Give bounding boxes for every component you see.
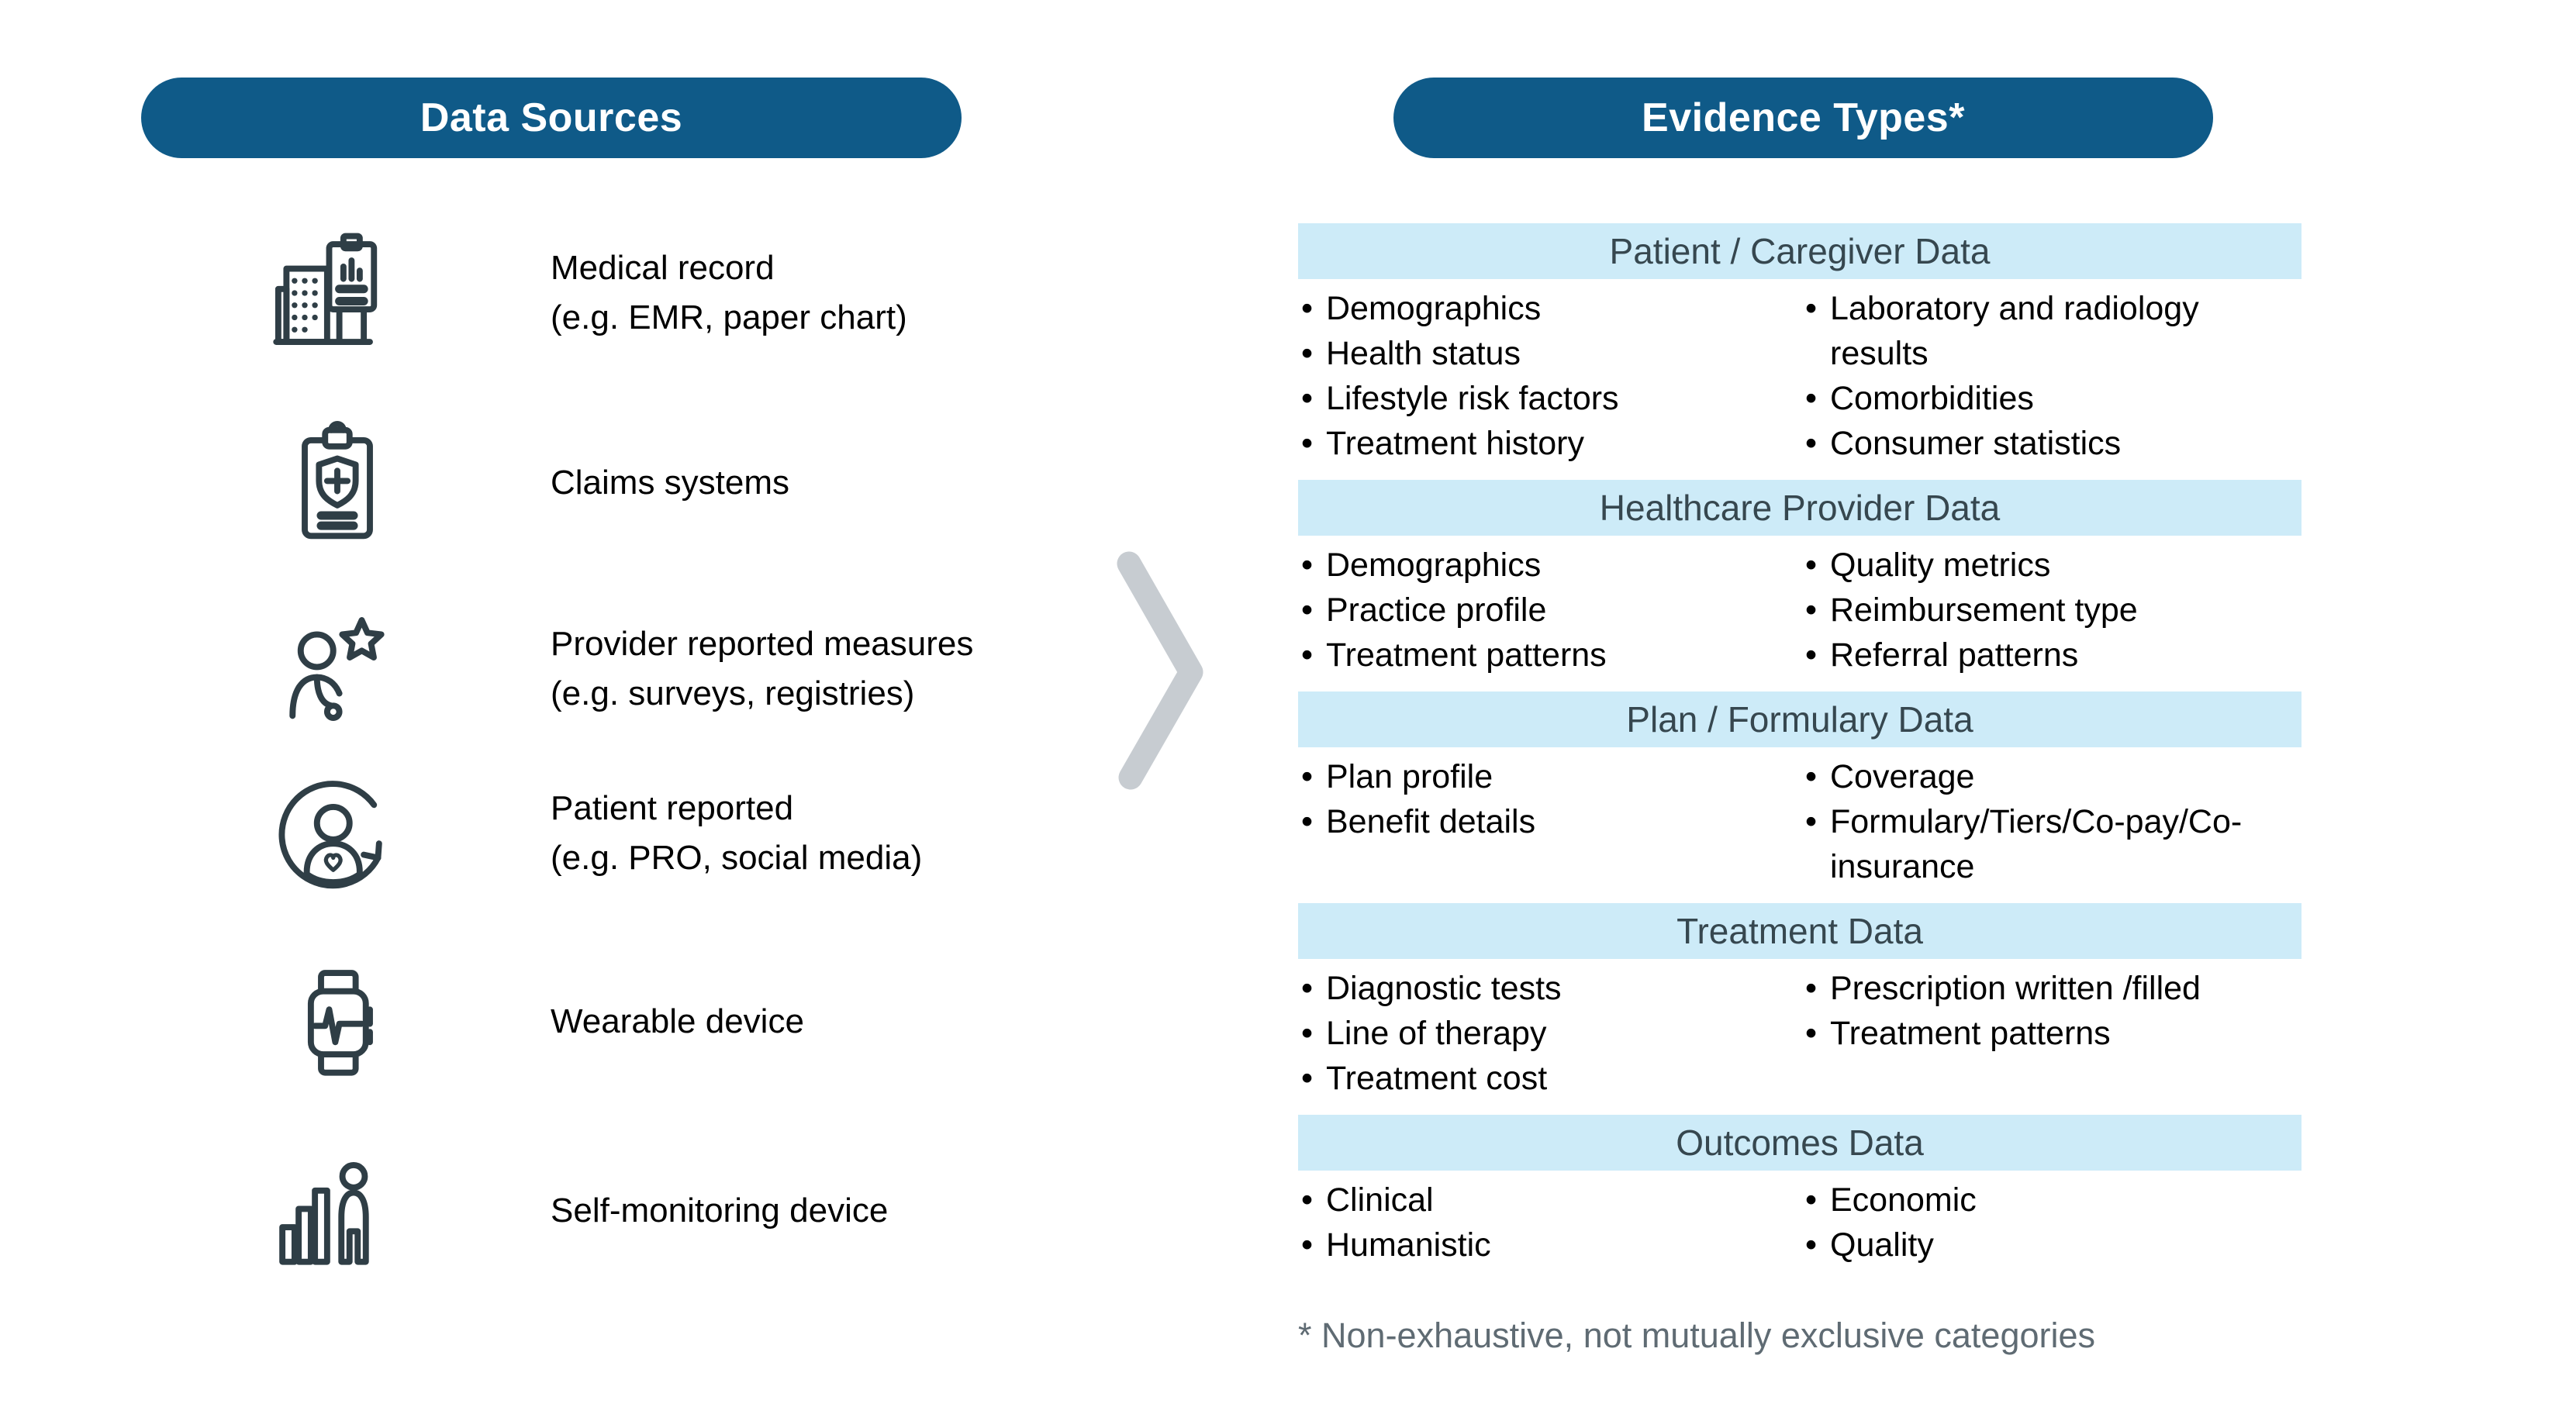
bullet-item: • Coverage	[1802, 754, 2301, 799]
chevron-right-icon	[1092, 539, 1224, 802]
section-body-plan-formulary	[1298, 754, 2301, 889]
bullet-item: • Economic	[1802, 1178, 2301, 1223]
data-sources-pill	[141, 78, 962, 158]
source-item-claims	[256, 413, 789, 553]
bullet-item: • Consumer statistics	[1802, 421, 2301, 466]
source-item-wearable	[256, 952, 804, 1092]
section-body-outcomes	[1298, 1178, 2301, 1267]
bullet-item: • Reimbursement type	[1802, 588, 2301, 633]
bullet-item: • Lifestyle risk factors	[1298, 376, 1785, 421]
section-body-treatment	[1298, 966, 2301, 1101]
source-label: Self-monitoring device	[551, 1192, 889, 1229]
bullet-item: • Plan profile	[1298, 754, 1785, 799]
bullet-item: • Quality	[1802, 1223, 2301, 1267]
bullet-item: • Clinical	[1298, 1178, 1785, 1223]
section-header-patient-caregiver: Patient / Caregiver Data	[1298, 223, 2301, 279]
bullet-item: • Treatment patterns	[1802, 1011, 2301, 1056]
source-label: Wearable device	[551, 1002, 804, 1040]
footnote: * Non-exhaustive, not mutually exclusive categories	[1298, 1316, 2096, 1355]
source-item-provider-reported	[256, 599, 973, 739]
evidence-table	[1298, 223, 2301, 1356]
section-body-patient-caregiver	[1298, 286, 2301, 466]
provider-reported-icon	[272, 604, 402, 734]
bullet-item: • Demographics	[1298, 543, 1785, 588]
bullet-item: • Diagnostic tests	[1298, 966, 1785, 1011]
source-label: Provider reported measures (e.g. surveys, registries)	[551, 625, 974, 712]
section-header-outcomes: Outcomes Data	[1298, 1115, 2301, 1171]
bullet-item: • Practice profile	[1298, 588, 1785, 633]
claims-system-icon	[272, 418, 402, 548]
bullet-item: • Formulary/Tiers/Co-pay/Co-insurance	[1802, 799, 2301, 889]
bullet-item: • Quality metrics	[1802, 543, 2301, 588]
bullet-item: • Laboratory and radiology results	[1802, 286, 2301, 376]
source-label: Patient reported (e.g. PRO, social media)	[551, 789, 923, 877]
section-body-healthcare-provider	[1298, 543, 2301, 678]
bullet-item: • Benefit details	[1298, 799, 1785, 844]
medical-record-icon	[272, 228, 402, 358]
section-header-plan-formulary: Plan / Formulary Data	[1298, 691, 2301, 747]
bullet-item: • Treatment history	[1298, 421, 1785, 466]
bullet-item: • Line of therapy	[1298, 1011, 1785, 1056]
section-header-healthcare-provider: Healthcare Provider Data	[1298, 480, 2301, 536]
source-item-self-monitoring	[256, 1141, 888, 1281]
bullet-item: • Treatment cost	[1298, 1056, 1785, 1101]
bullet-item: • Referral patterns	[1802, 633, 2301, 678]
evidence-types-title: Evidence Types*	[1642, 95, 1965, 140]
evidence-types-pill	[1393, 78, 2213, 158]
bullet-item: • Prescription written /filled	[1802, 966, 2301, 1011]
bullet-item: • Comorbidities	[1802, 376, 2301, 421]
wearable-device-icon	[272, 957, 402, 1087]
section-header-treatment: Treatment Data	[1298, 903, 2301, 959]
source-label: Medical record (e.g. EMR, paper chart)	[551, 249, 907, 336]
source-item-medical-record	[256, 223, 907, 363]
bullet-item: • Health status	[1298, 331, 1785, 376]
bullet-item: • Humanistic	[1298, 1223, 1785, 1267]
bullet-item: • Treatment patterns	[1298, 633, 1785, 678]
bullet-item: • Demographics	[1298, 286, 1785, 331]
self-monitoring-icon	[272, 1146, 402, 1276]
source-item-patient-reported	[256, 764, 922, 903]
data-sources-title: Data Sources	[420, 95, 683, 140]
source-label: Claims systems	[551, 464, 790, 502]
patient-reported-icon	[272, 768, 402, 898]
